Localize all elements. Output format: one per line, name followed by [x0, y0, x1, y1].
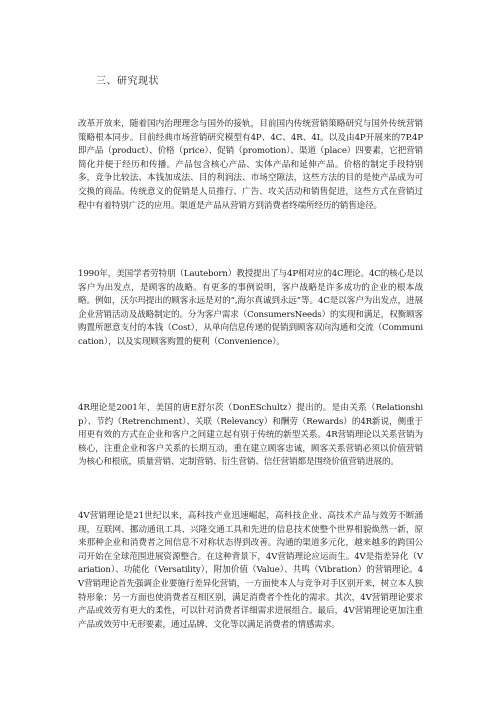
paragraph-4r-theory: 4R理论是2001年，美国的唐E舒尔茨（DonESchultz）提出的。是由关系（Relationship）、节约（Retrenchment）、关联（Relevancy）和酬劳（Rewards）的4R新说，侧重于用更有效的方式在企业和客户之间建立起有别于传统的新型关系。4R营销理论以关系营销为核心，注重企业和客户关系的长期互动，重在建立顾客忠诚，顾客关系营销必须以价值营销为核心和根底，质量营销、定制营销、衍生营销、信任营销都是围绕价值营销进展的。 [78, 403, 423, 468]
paragraph-4p-research: 改革开放来，随着国内治理理念与国外的接轨，目前国内传统营销策略研究与国外传统营销策略根本同步。目前经典市场营销研究模型有4P、4C、4R、4I。以及由4P开展来的7P.4P即产品（product）、价格（price）、促销（promotion）、渠道（place）四要素，它把营销简化并便于经历和传播。产品包含核心产品、实体产品和延伸产品。价格的制定手段特别多，竞争比较法、本钱加成法、目的利润法、市场空隙法，这些方法的目的是使产品成为可交换的商品。传统意义的促销是人员推行、广告、攻关活动和销售促进，这些方式在营销过程中有着特别广泛的应用。渠道是产品从营销方到消费者终端所经历的销售途径。 [78, 119, 423, 211]
paragraph-4v-theory: 4V营销理论是21世纪以来，高科技产业迅速崛起，高科技企业、高技术产品与效劳不断涌现，互联网、挪动通讯工具、兴隆交通工具和先进的信息技术使整个世界相貌焕然一新，原来那种企业和消费者之间信息不对称状态得到改善。沟通的渠道多元化，越来越多的跨国公司开始在全球范围进展资源整合。在这种背景下，4V营销理论应运而生。4V是指差异化（Variation）、功能化（Versatility），附加价值（Value）、共鸣（Vibration）的营销理论。4V营销理论首先强调企业要施行差异化营销，一方面使本人与竞争对手区别开来，树立本人独特形象；另一方面也使消费者互相区别，满足消费者个性化的需求。其次，4V营销理论要求产品或效劳有更大的柔性，可以针对消费者详细需求进展组合。最后，4V营销理论更加注重产品或效劳中无形要素，通过品牌、文化等以满足消费者的情感需求。 [78, 511, 423, 630]
section-title: 三、研究现状 [96, 76, 159, 87]
paragraph-4c-theory: 1990年，美国学者劳特朋（Lauteborn）教授提出了与4P相对应的4C理论。4C的核心是以客户为出发点，是顾客的战略。有更多的事例说明，客户战略是许多成功的企业的根本战略。例如，沃尔玛提出的顾客永远是对的”,海尔真诚到永远”等。4C是以客户为出发点，进展企业营销活动及战略制定的。分为客户需求（ConsumersNeeds）的实现和满足，权衡顾客购置所愿意支付的本钱（Cost），从单向信息传递的促销到顾客双向沟通和交流（Communication），以及实现顾客购置的便利（Convenience）。 [78, 269, 423, 347]
